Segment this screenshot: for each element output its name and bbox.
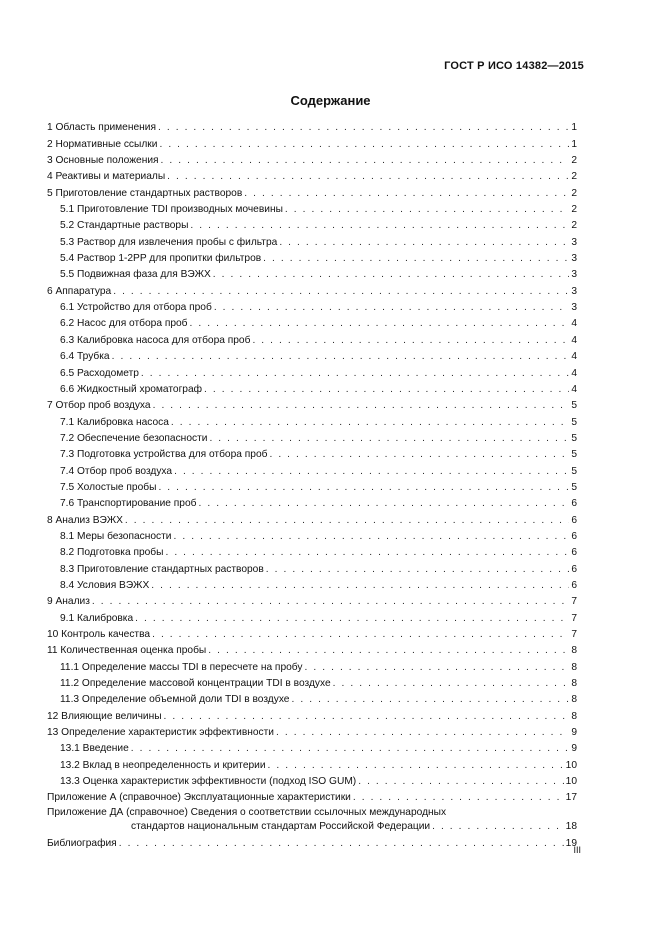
dot-leader (141, 368, 569, 380)
dot-leader (285, 204, 569, 216)
toc-title: Содержание (290, 93, 371, 108)
toc-entry-page: 3 (571, 269, 577, 281)
toc-entry[interactable] (47, 118, 577, 134)
toc-entry-label: 13.2 Вклад в неопределенность и критерии (60, 759, 266, 771)
dot-leader (112, 351, 569, 363)
dot-leader (161, 155, 569, 167)
toc-entry-label: 8.2 Подготовка пробы (60, 547, 164, 559)
toc-entry[interactable] (47, 608, 577, 624)
dot-leader (432, 821, 564, 833)
toc-entry-label: Приложение А (справочное) Эксплуатационные характеристики (47, 792, 351, 804)
dot-leader (167, 171, 569, 183)
toc-entry-label: 6.5 Расходометр (60, 367, 139, 379)
dot-leader (269, 449, 569, 461)
toc-entry-page: 2 (571, 155, 577, 167)
toc-entry[interactable] (47, 592, 577, 608)
dot-leader (174, 466, 569, 478)
dot-leader (135, 613, 569, 625)
toc-entry[interactable] (47, 396, 577, 412)
toc-entry-label: 5.2 Стандартные растворы (60, 220, 189, 232)
toc-entry-label: 6.4 Трубка (60, 351, 110, 363)
toc-entry-page: 10 (565, 776, 577, 788)
toc-entry-page: 6 (571, 563, 577, 575)
dot-leader (119, 838, 564, 850)
toc-entry-label: 1 Область применения (47, 122, 156, 134)
toc-entry-page: 18 (565, 821, 577, 833)
toc-entry[interactable] (47, 347, 577, 363)
toc-entry-page: 5 (571, 416, 577, 428)
toc-entry-label: 8.4 Условия ВЭЖХ (60, 579, 150, 591)
dot-leader (198, 498, 569, 510)
toc-entry[interactable] (47, 429, 577, 445)
dot-leader (208, 645, 569, 657)
dot-leader (190, 318, 569, 330)
toc-entry-page: 9 (571, 743, 577, 755)
toc-entry[interactable] (47, 363, 577, 379)
toc-entry-label: 6 Аппаратура (47, 285, 112, 297)
toc-entry-page: 1 (571, 122, 577, 134)
toc-entry-label: 13.1 Введение (60, 743, 129, 755)
toc-entry-label: 13 Определение характеристик эффективности (47, 727, 274, 739)
toc-entry[interactable] (47, 494, 577, 510)
dot-leader (171, 417, 569, 429)
toc-entry[interactable] (47, 200, 577, 216)
toc-entry-label: 6.6 Жидкостный хроматограф (60, 383, 203, 395)
toc-entry-page: 6 (571, 530, 577, 542)
toc-entry[interactable] (47, 249, 577, 265)
toc-entry[interactable] (47, 412, 577, 428)
dot-leader (276, 727, 569, 739)
toc-entry[interactable] (47, 755, 577, 771)
toc-entry[interactable] (47, 510, 577, 526)
toc-entry-page: 8 (571, 710, 577, 722)
toc-entry[interactable] (47, 330, 577, 346)
toc-entry-label: 7.2 Обеспечение безопасности (60, 432, 208, 444)
dot-leader (209, 433, 569, 445)
toc-entry-label: 11.1 Определение массы TDI в пересчете на пробу (60, 661, 303, 673)
dot-leader (214, 302, 569, 314)
toc-entry-label: 11.2 Определение массовой концентрации TDI в воздухе (60, 678, 331, 690)
toc-entry[interactable] (47, 788, 577, 804)
toc-entry-page: 9 (571, 727, 577, 739)
dot-leader (159, 139, 569, 151)
dot-leader (244, 188, 569, 200)
toc-entry-page: 8 (571, 694, 577, 706)
toc-entry-label: 4 Реактивы и материалы (47, 171, 166, 183)
toc-entry-page: 10 (565, 759, 577, 771)
dot-leader (152, 629, 569, 641)
toc-entry-page: 1 (571, 138, 577, 150)
toc-entry-label: 10 Контроль качества (47, 629, 151, 640)
dot-leader (158, 482, 569, 494)
dot-leader (190, 220, 569, 232)
toc-entry[interactable] (47, 134, 577, 150)
dot-leader (252, 335, 569, 347)
toc-entry[interactable] (47, 478, 577, 494)
dot-leader (291, 694, 569, 706)
toc-entry[interactable] (47, 527, 577, 543)
dot-leader (213, 269, 569, 281)
toc-entry-page: 5 (571, 465, 577, 477)
toc-entry[interactable] (47, 739, 577, 755)
toc-entry[interactable] (47, 723, 577, 739)
dot-leader (268, 760, 564, 772)
toc-entry-page: 17 (565, 792, 577, 804)
dot-leader (173, 531, 569, 543)
dot-leader (165, 547, 569, 559)
dot-leader (204, 384, 569, 396)
toc-entry-page: 8 (571, 678, 577, 690)
toc-entry-page: 7 (571, 629, 577, 640)
toc-entry-label: 5.1 Приготовление TDI производных мочевины (60, 204, 283, 216)
toc-entry-page: 5 (571, 400, 577, 412)
toc-entry-page: 5 (571, 449, 577, 461)
toc-entry[interactable] (47, 706, 577, 722)
toc-entry[interactable] (47, 183, 577, 199)
toc-entry[interactable] (47, 625, 577, 641)
toc-entry-label: 6.2 Насос для отбора проб (60, 318, 188, 330)
toc-entry-label: 8 Анализ ВЭЖХ (47, 514, 123, 526)
toc-entry[interactable] (47, 298, 577, 314)
dot-leader (131, 743, 569, 755)
toc-entry[interactable] (47, 445, 577, 461)
toc-entry-label: 12 Влияющие величины (47, 710, 162, 722)
toc-entry[interactable] (47, 559, 577, 575)
toc-entry-page: 4 (571, 334, 577, 346)
table-of-contents (47, 118, 577, 850)
toc-entry-label: 9 Анализ (47, 596, 90, 608)
toc-entry-label: 5.5 Подвижная фаза для ВЭЖХ (60, 269, 211, 281)
toc-entry[interactable] (47, 576, 577, 592)
toc-entry[interactable] (47, 674, 577, 690)
toc-entry-label: 6.3 Калибровка насоса для отбора проб (60, 334, 251, 346)
toc-entry[interactable] (47, 151, 577, 167)
toc-entry-page: 4 (571, 367, 577, 379)
toc-entry[interactable] (47, 543, 577, 559)
toc-entry-page: 3 (571, 302, 577, 314)
toc-entry-label: Библиография (47, 837, 117, 849)
toc-entry[interactable] (47, 641, 577, 657)
dot-leader (92, 596, 569, 608)
dot-leader (279, 237, 569, 249)
toc-entry-page: 4 (571, 383, 577, 395)
toc-entry-page: 7 (571, 596, 577, 608)
toc-entry-page: 2 (571, 171, 577, 183)
dot-leader (125, 515, 569, 527)
dot-leader (113, 286, 569, 298)
toc-entry[interactable] (47, 216, 577, 232)
toc-entry-label-cont: стандартов национальным стандартам Российской Федерации (131, 821, 431, 833)
toc-entry-label: 7.1 Калибровка насоса (60, 416, 169, 428)
toc-entry-label: 6.1 Устройство для отбора проб (60, 302, 212, 314)
toc-entry-label: 7.5 Холостые пробы (60, 481, 157, 493)
toc-entry-label: 13.3 Оценка характеристик эффективности (подход ISO GUM) (60, 776, 357, 788)
dot-leader (353, 792, 564, 804)
toc-entry-label: 2 Нормативные ссылки (47, 138, 158, 150)
toc-entry[interactable] (47, 265, 577, 281)
toc-entry-label: 5.3 Раствор для извлечения пробы с фильтра (60, 236, 278, 248)
toc-entry[interactable] (47, 167, 577, 183)
toc-entry-page: 4 (571, 318, 577, 330)
toc-entry[interactable] (47, 461, 577, 477)
toc-entry-label: 8.3 Приготовление стандартных растворов (60, 563, 264, 575)
toc-entry-label: 11 Количественная оценка пробы (47, 645, 207, 657)
toc-entry-appendix-da[interactable] (47, 804, 577, 833)
dot-leader (153, 400, 569, 412)
toc-entry-page: 3 (571, 285, 577, 297)
toc-entry-label: 5.4 Раствор 1-2PP для пропитки фильтров (60, 253, 262, 265)
toc-entry-page: 3 (571, 236, 577, 248)
toc-entry-label: 7 Отбор проб воздуха (47, 400, 151, 412)
toc-entry-label: 7.3 Подготовка устройства для отбора проб (60, 449, 268, 461)
dot-leader (333, 678, 569, 690)
toc-entry-page: 2 (571, 220, 577, 232)
document-code: ГОСТ Р ИСО 14382—2015 (444, 60, 584, 72)
toc-entry[interactable] (47, 657, 577, 673)
dot-leader (158, 122, 569, 134)
toc-entry-page: 4 (571, 351, 577, 363)
dot-leader (263, 253, 569, 265)
dot-leader (164, 711, 569, 723)
toc-entry-page: 6 (571, 547, 577, 559)
toc-entry-page: 6 (571, 579, 577, 591)
toc-entry-page: 19 (565, 837, 577, 849)
toc-entry-label: Приложение ДА (справочное) Сведения о соответствии ссылочных международных (47, 807, 447, 819)
toc-entry-label: 7.4 Отбор проб воздуха (60, 465, 173, 477)
dot-leader (305, 662, 570, 674)
toc-entry-label: 7.6 Транспортирование проб (60, 498, 197, 510)
dot-leader (266, 564, 569, 576)
toc-entry-label: 5 Приготовление стандартных растворов (47, 187, 243, 199)
toc-entry-page: 8 (571, 661, 577, 673)
toc-entry-label: 8.1 Меры безопасности (60, 530, 172, 542)
toc-entry-label: 9.1 Калибровка (60, 612, 134, 624)
toc-entry[interactable] (47, 690, 577, 706)
toc-entry-page: 5 (571, 481, 577, 493)
toc-entry-bibliography[interactable] (47, 833, 577, 849)
toc-entry-page: 2 (571, 204, 577, 216)
toc-entry-page: 6 (571, 498, 577, 510)
toc-entry-page: 5 (571, 432, 577, 444)
toc-entry-page: 7 (571, 612, 577, 624)
toc-entry[interactable] (47, 380, 577, 396)
toc-entry[interactable] (47, 772, 577, 788)
toc-entry[interactable] (47, 314, 577, 330)
toc-entry-page: 8 (571, 645, 577, 657)
toc-entry-page: 3 (571, 253, 577, 265)
toc-entry-label: 3 Основные положения (47, 155, 159, 167)
toc-entry-page: 2 (571, 187, 577, 199)
toc-entry-page: 6 (571, 514, 577, 526)
toc-entry[interactable] (47, 232, 577, 248)
toc-entry[interactable] (47, 281, 577, 297)
page-number-roman: III (573, 845, 581, 855)
dot-leader (358, 776, 563, 788)
toc-entry-label: 11.3 Определение объемной доли TDI в воздухе (60, 694, 290, 706)
dot-leader (151, 580, 569, 592)
